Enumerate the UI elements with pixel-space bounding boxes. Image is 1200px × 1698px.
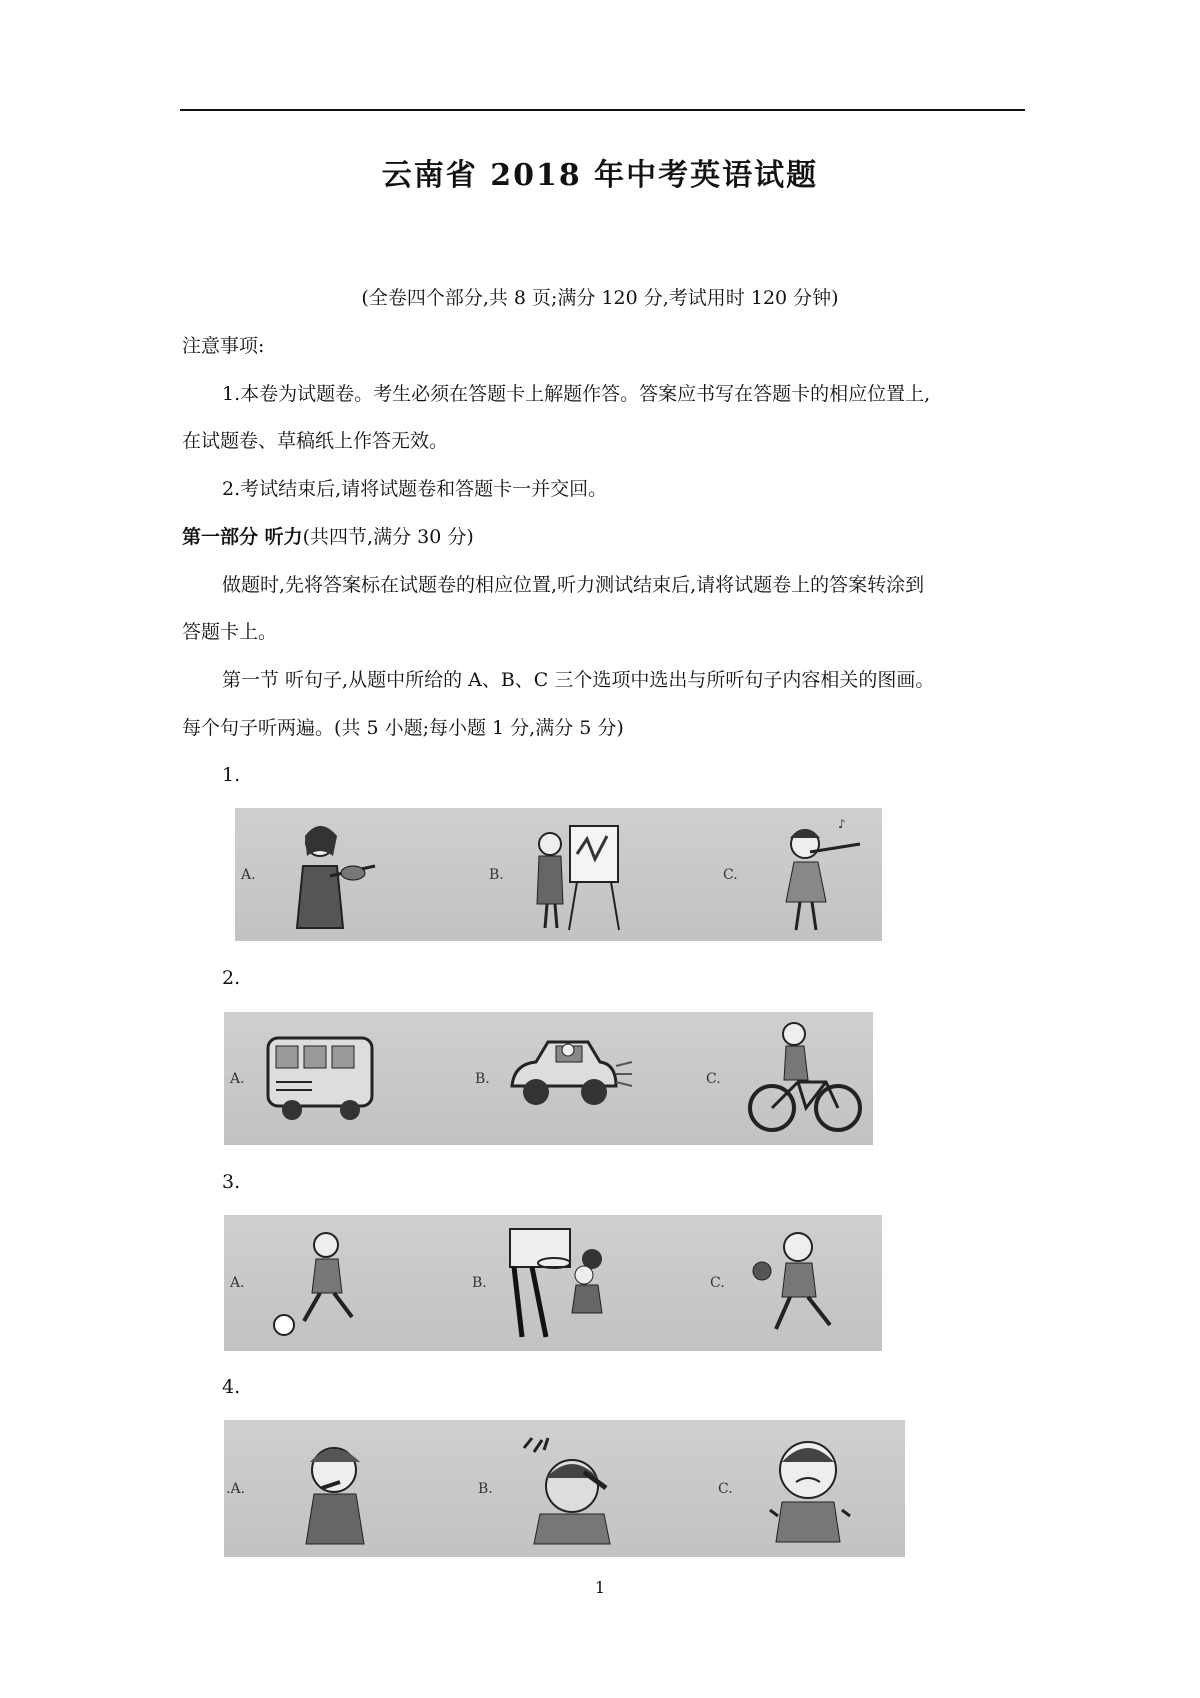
- option-b-label: B.: [475, 1070, 490, 1087]
- option-a-label: .A.: [226, 1480, 246, 1497]
- section1-instruction: 第一节 听句子,从题中所给的 A、B、C 三个选项中选出与所听句子内容相关的图画。: [222, 669, 935, 691]
- svg-text:♪: ♪: [838, 817, 846, 831]
- soccer-boy-icon: [264, 1229, 374, 1339]
- question-4-picture-strip: [224, 1420, 905, 1557]
- question-2-picture-strip: [224, 1012, 873, 1145]
- notice-item-1: 1.本卷为试题卷。考生必须在答题卡上解题作答。答案应书写在答题卡的相应位置上,: [222, 383, 931, 405]
- cough-icon: [284, 1432, 394, 1548]
- bus-icon: [262, 1026, 382, 1126]
- running-boy-icon: [742, 1225, 852, 1341]
- option-a-label: A.: [241, 866, 256, 883]
- option-b-label: B.: [472, 1275, 487, 1291]
- option-a-label: A.: [230, 1070, 245, 1087]
- option-b-label: B.: [478, 1480, 493, 1497]
- option-c-label: C.: [718, 1480, 733, 1497]
- option-c-label: C.: [706, 1070, 721, 1087]
- section1-instruction-cont: 每个句子听两遍。(共 5 小题;每小题 1 分,满分 5 分): [182, 717, 624, 739]
- option-c-label: C.: [710, 1275, 725, 1291]
- question-1-picture-strip: [235, 808, 882, 941]
- flute-girl-icon: [760, 814, 870, 936]
- question-number: 4.: [222, 1376, 241, 1398]
- part1-instruction-cont: 答题卡上。: [182, 621, 278, 643]
- notice-item-1-cont: 在试题卷、草稿纸上作答无效。: [182, 430, 449, 452]
- question-number: 2.: [222, 967, 241, 989]
- part1-instruction: 做题时,先将答案标在试题卷的相应位置,听力测试结束后,请将试题卷上的答案转涂到: [222, 574, 925, 596]
- option-b-label: B.: [489, 866, 504, 883]
- header-rule: [180, 109, 1025, 111]
- question-number: 3.: [222, 1171, 241, 1193]
- part1-heading-rest: (共四节,满分 30 分): [302, 526, 474, 548]
- painting-easel-icon: [525, 814, 635, 934]
- basketball-icon: [506, 1223, 626, 1341]
- violin-girl-icon: [275, 816, 385, 934]
- notice-heading: 注意事项:: [182, 335, 265, 357]
- part1-heading-bold: 第一部分 听力: [182, 526, 303, 548]
- notice-item-2: 2.考试结束后,请将试题卷和答题卡一并交回。: [222, 478, 608, 500]
- page-number: 1: [594, 1578, 606, 1597]
- option-a-label: A.: [230, 1275, 245, 1291]
- stomachache-icon: [756, 1430, 866, 1548]
- question-3-picture-strip: [224, 1215, 882, 1351]
- option-c-label: C.: [723, 866, 738, 883]
- car-icon: [504, 1026, 634, 1126]
- bicycle-icon: [746, 1018, 866, 1138]
- question-number: 1.: [222, 764, 241, 786]
- headache-icon: [514, 1428, 634, 1550]
- exam-info: (全卷四个部分,共 8 页;满分 120 分,考试用时 120 分钟): [361, 287, 839, 309]
- part1-heading: [182, 525, 474, 549]
- page-title: 云南省 2018 年中考英语试题: [381, 158, 819, 193]
